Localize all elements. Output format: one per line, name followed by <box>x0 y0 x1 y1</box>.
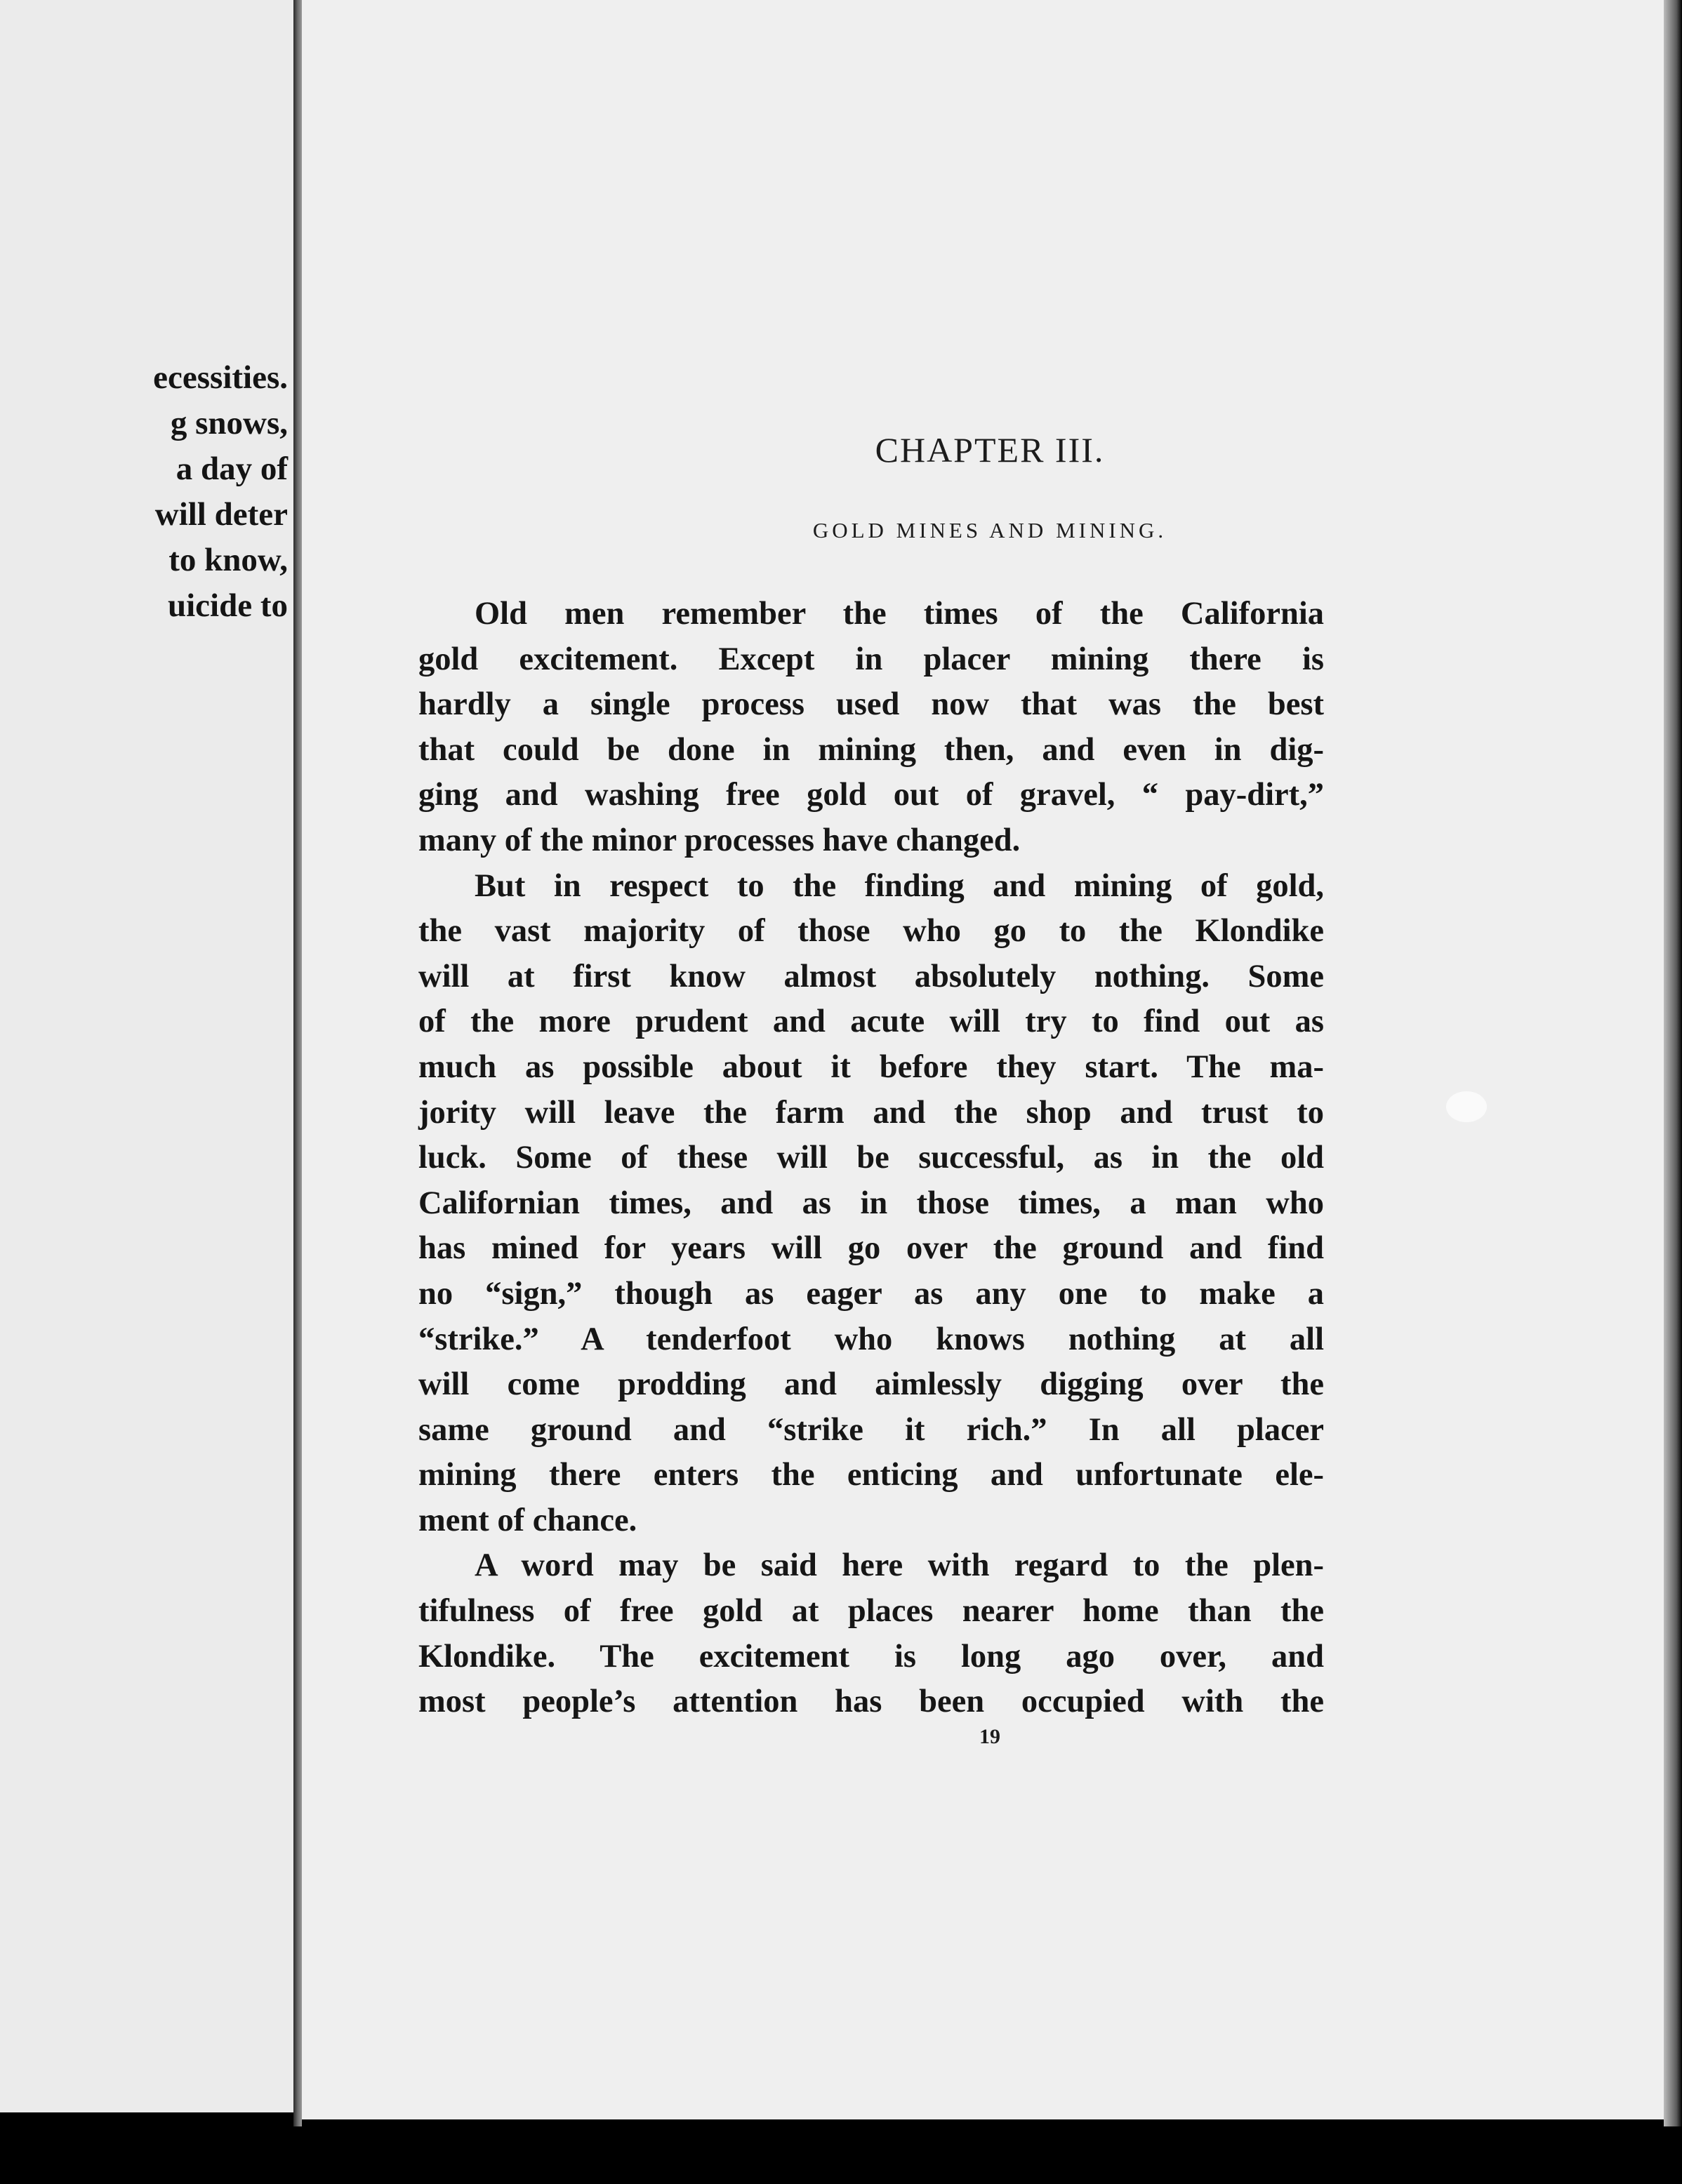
chapter-subtitle: GOLD MINES AND MINING. <box>812 518 1167 542</box>
text-line: Klondike. The excitement is long ago over, and <box>418 1638 1324 1674</box>
text-line: many of the minor processes have changed. <box>418 822 1021 858</box>
facing-page-line: uicide to <box>167 587 288 624</box>
page-number: 19 <box>979 1725 1000 1748</box>
chapter-body <box>418 592 1324 1725</box>
scan-blemish <box>1446 1091 1487 1122</box>
book-gutter <box>293 0 302 2126</box>
text-line: ment of chance. <box>418 1502 637 1538</box>
text-line: A word may be said here with regard to the plen- <box>475 1547 1324 1584</box>
text-line: of the more prudent and acute will try to find out as <box>418 1004 1324 1040</box>
text-line: will at first know almost absolutely nothing. Some <box>418 958 1324 994</box>
chapter-title: CHAPTER III. <box>875 430 1105 470</box>
paragraph <box>418 1543 1324 1724</box>
text-line: most people’s attention has been occupied with the <box>418 1684 1324 1720</box>
text-line: the vast majority of those who go to the Klondike <box>418 913 1324 950</box>
text-line: no “sign,” though as eager as any one to make a <box>418 1275 1324 1312</box>
text-line: has mined for years will go over the ground and find <box>418 1230 1324 1267</box>
text-line: Old men remember the times of the California <box>475 596 1324 632</box>
text-line: ging and washing free gold out of gravel, “ pay-dirt,” <box>418 777 1324 813</box>
facing-page-line: ecessities. <box>153 359 288 396</box>
paragraph <box>418 864 1324 1544</box>
text-line: same ground and “strike it rich.” In all placer <box>418 1411 1324 1448</box>
book-page <box>302 0 1664 2119</box>
paragraph <box>418 592 1324 864</box>
text-line: that could be done in mining then, and even in dig- <box>418 731 1324 768</box>
facing-page-fragment <box>0 0 293 2112</box>
facing-page-line: to know, <box>168 542 288 578</box>
text-line: mining there enters the enticing and unfortunate ele- <box>418 1457 1324 1493</box>
text-line: will come prodding and aimlessly digging over the <box>418 1366 1324 1403</box>
facing-page-line: a day of <box>176 451 288 487</box>
text-line: “strike.” A tenderfoot who knows nothing at all <box>418 1321 1324 1357</box>
text-line: hardly a single process used now that was the best <box>418 686 1324 723</box>
scan-border <box>0 2126 1682 2184</box>
facing-page-line: will deter <box>154 496 288 533</box>
facing-page-text <box>7 355 288 629</box>
facing-page-line: g snows, <box>170 405 288 441</box>
page-edge-shadow <box>1664 0 1682 2126</box>
text-line: gold excitement. Except in placer mining there is <box>418 641 1324 677</box>
text-line: Californian times, and as in those times, a man who <box>418 1185 1324 1221</box>
text-line: jority will leave the farm and the shop and trust to <box>418 1094 1324 1131</box>
text-line: much as possible about it before they start. The ma- <box>418 1048 1324 1085</box>
text-line: But in respect to the finding and mining of gold, <box>475 867 1324 904</box>
text-line: luck. Some of these will be successful, as in the old <box>418 1140 1324 1176</box>
text-line: tifulness of free gold at places nearer home than the <box>418 1593 1324 1630</box>
